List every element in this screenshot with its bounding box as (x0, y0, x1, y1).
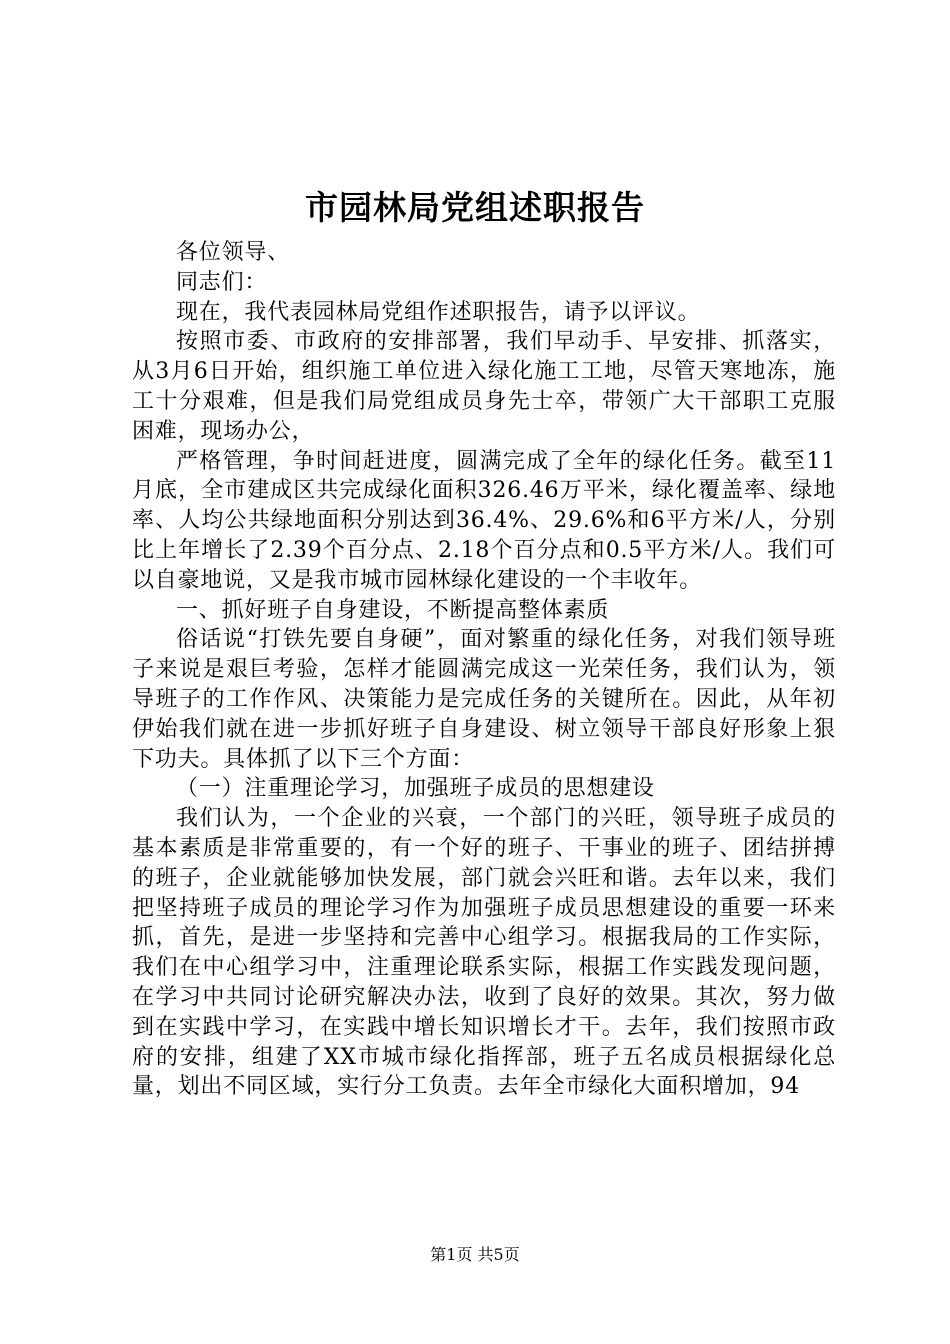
paragraph-arrangement: 按照市委、市政府的安排部署，我们早动手、早安排、抓落实，从3月6日开始，组织施工单位进入绿化施工工地，尽管天寒地冻，施工十分艰难，但是我们局党组成员身先士卒，带领广大干部职工克服困难，现场办公， (132, 329, 836, 444)
salutation-leaders: 各位领导、 (176, 240, 291, 265)
subsection-heading-1: （一）注重理论学习，加强班子成员的思想建设 (176, 776, 655, 802)
paragraph-team-building: 俗话说“打铁先要自身硬”，面对繁重的绿化任务，对我们领导班子来说是艰巨考验，怎样才能圆满完成这一光荣任务，我们认为，领导班子的工作作风、决策能力是完成任务的关键所在。因此，从年初伊始我们就在进一步抓好班子自身建设、树立领导干部良好形象上狠下功夫。具体抓了以下三个方面： (132, 627, 836, 772)
paragraph-intro: 现在，我代表园林局党组作述职报告，请予以评议。 (176, 299, 701, 325)
paragraph-results: 严格管理，争时间赶进度，圆满完成了全年的绿化任务。截至11月底，全市建成区共完成绿化面积326.46万平米，绿化覆盖率、绿地率、人均公共绿地面积分别达到36.4%、29.6%和6平方米/人，分别比上年增长了2.39个百分点、2.18个百分点和0.5平方米/人。我们可以自豪地说，又是我市城市园林绿化建设的一个丰收年。 (132, 448, 836, 593)
page-footer: 第1页 共5页 (430, 1245, 520, 1264)
document-body (132, 238, 836, 1102)
paragraph-theory-study: 我们认为，一个企业的兴衰，一个部门的兴旺，领导班子成员的基本素质是非常重要的，有一个好的班子、干事业的班子、团结拼搏的班子，企业就能够加快发展，部门就会兴旺和谐。去年以来，我们把坚持班子成员的理论学习作为加强班子成员思想建设的重要一环来抓，首先，是进一步坚持和完善中心组学习。根据我局的工作实际，我们在中心组学习中，注重理论联系实际，根据工作实践发现问题，在学习中共同讨论研究解决办法，收到了良好的效果。其次，努力做到在实践中学习，在实践中增长知识增长才干。去年，我们按照市政府的安排，组建了XX市城市绿化指挥部，班子五名成员根据绿化总量，划出不同区域，实行分工负责。去年全市绿化大面积增加，94 (132, 806, 836, 1100)
document-title: 市园林局党组述职报告 (305, 188, 645, 227)
section-heading-1: 一、抓好班子自身建设，不断提高整体素质 (176, 597, 610, 623)
salutation-comrades: 同志们： (176, 269, 268, 295)
